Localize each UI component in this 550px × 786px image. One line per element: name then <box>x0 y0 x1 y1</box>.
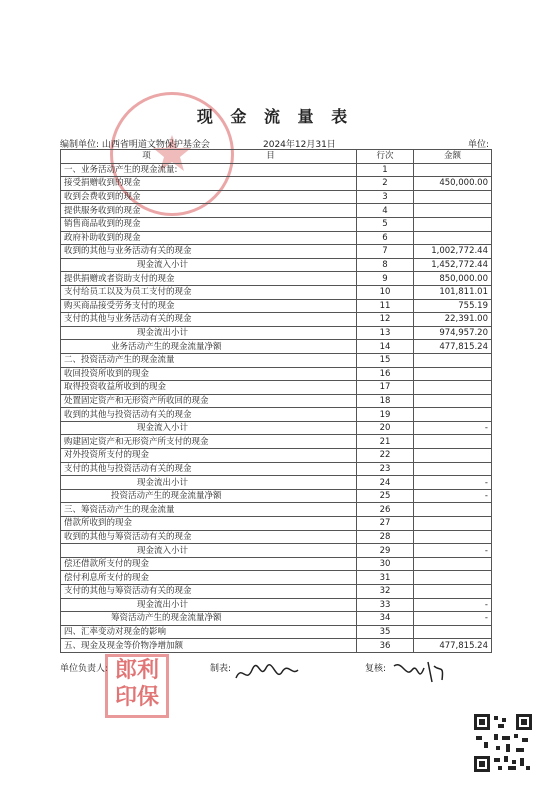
row-number: 33 <box>357 598 414 612</box>
row-item-label: 接受捐赠收到的现金 <box>61 177 357 191</box>
row-item-label: 偿还借款所支付的现金 <box>61 557 357 571</box>
table-row <box>61 421 492 435</box>
row-amount: - <box>414 421 492 435</box>
row-number: 12 <box>357 313 414 327</box>
row-number: 27 <box>357 517 414 531</box>
row-item-label: 支付给员工以及为员工支付的现金 <box>61 285 357 299</box>
header-row-no: 行次 <box>357 150 414 164</box>
table-row <box>61 340 492 354</box>
row-item-label: 现金流入小计 <box>61 544 357 558</box>
page-title: 现 金 流 量 表 <box>196 107 354 126</box>
table-row <box>61 612 492 626</box>
table-row <box>61 476 492 490</box>
row-amount: - <box>414 544 492 558</box>
row-amount: 755.19 <box>414 299 492 313</box>
row-item-label: 提供服务收到的现金 <box>61 204 357 218</box>
table-row <box>61 598 492 612</box>
row-item-label: 对外投资所支付的现金 <box>61 449 357 463</box>
row-amount: 450,000.00 <box>414 177 492 191</box>
row-amount <box>414 449 492 463</box>
row-number: 29 <box>357 544 414 558</box>
row-amount: - <box>414 612 492 626</box>
table-row <box>61 462 492 476</box>
row-item-label: 支付的其他与业务活动有关的现金 <box>61 313 357 327</box>
table-row <box>61 503 492 517</box>
table-row <box>61 353 492 367</box>
unit-label: 单位: <box>468 140 490 150</box>
reviewer-signature <box>388 656 448 690</box>
row-number: 36 <box>357 639 414 653</box>
row-item-label: 收到的其他与筹资活动有关的现金 <box>61 530 357 544</box>
row-number: 17 <box>357 381 414 395</box>
row-number: 23 <box>357 462 414 476</box>
row-item-label: 现金流入小计 <box>61 421 357 435</box>
row-amount: - <box>414 489 492 503</box>
qr-code-icon <box>472 712 534 774</box>
row-number: 31 <box>357 571 414 585</box>
row-item-label: 一、业务活动产生的现金流量: <box>61 163 357 177</box>
table-row <box>61 190 492 204</box>
row-number: 16 <box>357 367 414 381</box>
table-row <box>61 408 492 422</box>
org-label: 编制单位: <box>60 140 100 150</box>
table-row <box>61 272 492 286</box>
row-amount <box>414 503 492 517</box>
header-amount: 金额 <box>414 150 492 164</box>
row-amount <box>414 394 492 408</box>
row-item-label: 投资活动产生的现金流量净额 <box>61 489 357 503</box>
row-number: 4 <box>357 204 414 218</box>
table-row <box>61 449 492 463</box>
row-item-label: 收到会费收到的现金 <box>61 190 357 204</box>
row-number: 22 <box>357 449 414 463</box>
table-row <box>61 204 492 218</box>
table-header-row <box>61 150 492 164</box>
table-row <box>61 217 492 231</box>
row-item-label: 业务活动产生的现金流量净额 <box>61 340 357 354</box>
row-number: 18 <box>357 394 414 408</box>
row-number: 34 <box>357 612 414 626</box>
row-item-label: 偿付利息所支付的现金 <box>61 571 357 585</box>
row-number: 15 <box>357 353 414 367</box>
table-row <box>61 163 492 177</box>
row-item-label: 五、现金及现金等价物净增加额 <box>61 639 357 653</box>
row-item-label: 现金流入小计 <box>61 258 357 272</box>
row-number: 28 <box>357 530 414 544</box>
table-row <box>61 639 492 653</box>
row-amount: 477,815.24 <box>414 340 492 354</box>
row-number: 7 <box>357 245 414 259</box>
seal-text: 郎利 印保 <box>114 657 159 710</box>
table-row <box>61 299 492 313</box>
cash-flow-table <box>60 149 492 653</box>
row-number: 32 <box>357 585 414 599</box>
row-number: 20 <box>357 421 414 435</box>
row-item-label: 支付的其他与投资活动有关的现金 <box>61 462 357 476</box>
row-number: 5 <box>357 217 414 231</box>
row-amount <box>414 190 492 204</box>
row-amount: 22,391.00 <box>414 313 492 327</box>
row-amount: 1,452,772.44 <box>414 258 492 272</box>
row-number: 30 <box>357 557 414 571</box>
row-number: 3 <box>357 190 414 204</box>
row-number: 6 <box>357 231 414 245</box>
row-amount <box>414 435 492 449</box>
header-item-left: 项 <box>142 151 151 162</box>
table-row <box>61 557 492 571</box>
row-amount: 1,002,772.44 <box>414 245 492 259</box>
row-amount <box>414 163 492 177</box>
row-amount <box>414 204 492 218</box>
row-item-label: 购建固定资产和无形资产所支付的现金 <box>61 435 357 449</box>
table-row <box>61 530 492 544</box>
row-number: 13 <box>357 326 414 340</box>
leader-label: 单位负责人: <box>60 664 109 674</box>
org-name: 山西省明道文物保护基金会 <box>101 140 210 150</box>
table-row <box>61 381 492 395</box>
table-row <box>61 489 492 503</box>
row-item-label: 现金流出小计 <box>61 326 357 340</box>
table-row <box>61 313 492 327</box>
row-number: 9 <box>357 272 414 286</box>
row-amount <box>414 367 492 381</box>
row-number: 19 <box>357 408 414 422</box>
row-amount <box>414 231 492 245</box>
table-row <box>61 245 492 259</box>
row-item-label: 销售商品收到的现金 <box>61 217 357 231</box>
row-amount <box>414 381 492 395</box>
row-amount <box>414 217 492 231</box>
row-item-label: 现金流出小计 <box>61 598 357 612</box>
row-amount <box>414 585 492 599</box>
row-amount <box>414 408 492 422</box>
row-number: 8 <box>357 258 414 272</box>
report-date: 2024年12月31日 <box>263 140 336 150</box>
table-row <box>61 258 492 272</box>
row-amount <box>414 462 492 476</box>
row-number: 24 <box>357 476 414 490</box>
row-item-label: 收回投资所收到的现金 <box>61 367 357 381</box>
table-row <box>61 177 492 191</box>
row-number: 10 <box>357 285 414 299</box>
row-item-label: 取得投资收益所收到的现金 <box>61 381 357 395</box>
row-amount <box>414 530 492 544</box>
row-item-label: 筹资活动产生的现金流量净额 <box>61 612 357 626</box>
row-number: 21 <box>357 435 414 449</box>
table-row <box>61 394 492 408</box>
table-row <box>61 435 492 449</box>
row-number: 35 <box>357 625 414 639</box>
row-number: 25 <box>357 489 414 503</box>
row-amount <box>414 557 492 571</box>
row-item-label: 处置固定资产和无形资产所收回的现金 <box>61 394 357 408</box>
row-item-label: 二、投资活动产生的现金流量 <box>61 353 357 367</box>
row-item-label: 支付的其他与筹资活动有关的现金 <box>61 585 357 599</box>
table-row <box>61 367 492 381</box>
header-item-right: 目 <box>266 151 275 162</box>
row-amount <box>414 625 492 639</box>
maker-signature <box>232 658 302 688</box>
row-number: 2 <box>357 177 414 191</box>
row-amount <box>414 517 492 531</box>
table-row <box>61 231 492 245</box>
row-amount: - <box>414 598 492 612</box>
row-amount: 101,811.01 <box>414 285 492 299</box>
reviewer-label: 复核: <box>365 664 387 674</box>
maker-label: 制表: <box>210 664 232 674</box>
row-amount <box>414 571 492 585</box>
row-number: 14 <box>357 340 414 354</box>
row-item-label: 购买商品接受劳务支付的现金 <box>61 299 357 313</box>
row-amount: 974,957.20 <box>414 326 492 340</box>
row-number: 1 <box>357 163 414 177</box>
personal-seal <box>105 654 169 718</box>
table-row <box>61 544 492 558</box>
table-row <box>61 326 492 340</box>
row-item-label: 政府补助收到的现金 <box>61 231 357 245</box>
row-number: 26 <box>357 503 414 517</box>
header-item <box>61 150 357 164</box>
row-amount: 850,000.00 <box>414 272 492 286</box>
table-row <box>61 517 492 531</box>
table-row <box>61 625 492 639</box>
row-item-label: 借款所收到的现金 <box>61 517 357 531</box>
row-number: 11 <box>357 299 414 313</box>
row-item-label: 收到的其他与业务活动有关的现金 <box>61 245 357 259</box>
table-row <box>61 571 492 585</box>
row-amount <box>414 353 492 367</box>
row-amount: - <box>414 476 492 490</box>
table-row <box>61 585 492 599</box>
row-item-label: 收到的其他与投资活动有关的现金 <box>61 408 357 422</box>
row-item-label: 四、汇率变动对现金的影响 <box>61 625 357 639</box>
row-item-label: 三、筹资活动产生的现金流量 <box>61 503 357 517</box>
table-row <box>61 285 492 299</box>
row-item-label: 提供捐赠或者资助支付的现金 <box>61 272 357 286</box>
row-item-label: 现金流出小计 <box>61 476 357 490</box>
row-amount: 477,815.24 <box>414 639 492 653</box>
